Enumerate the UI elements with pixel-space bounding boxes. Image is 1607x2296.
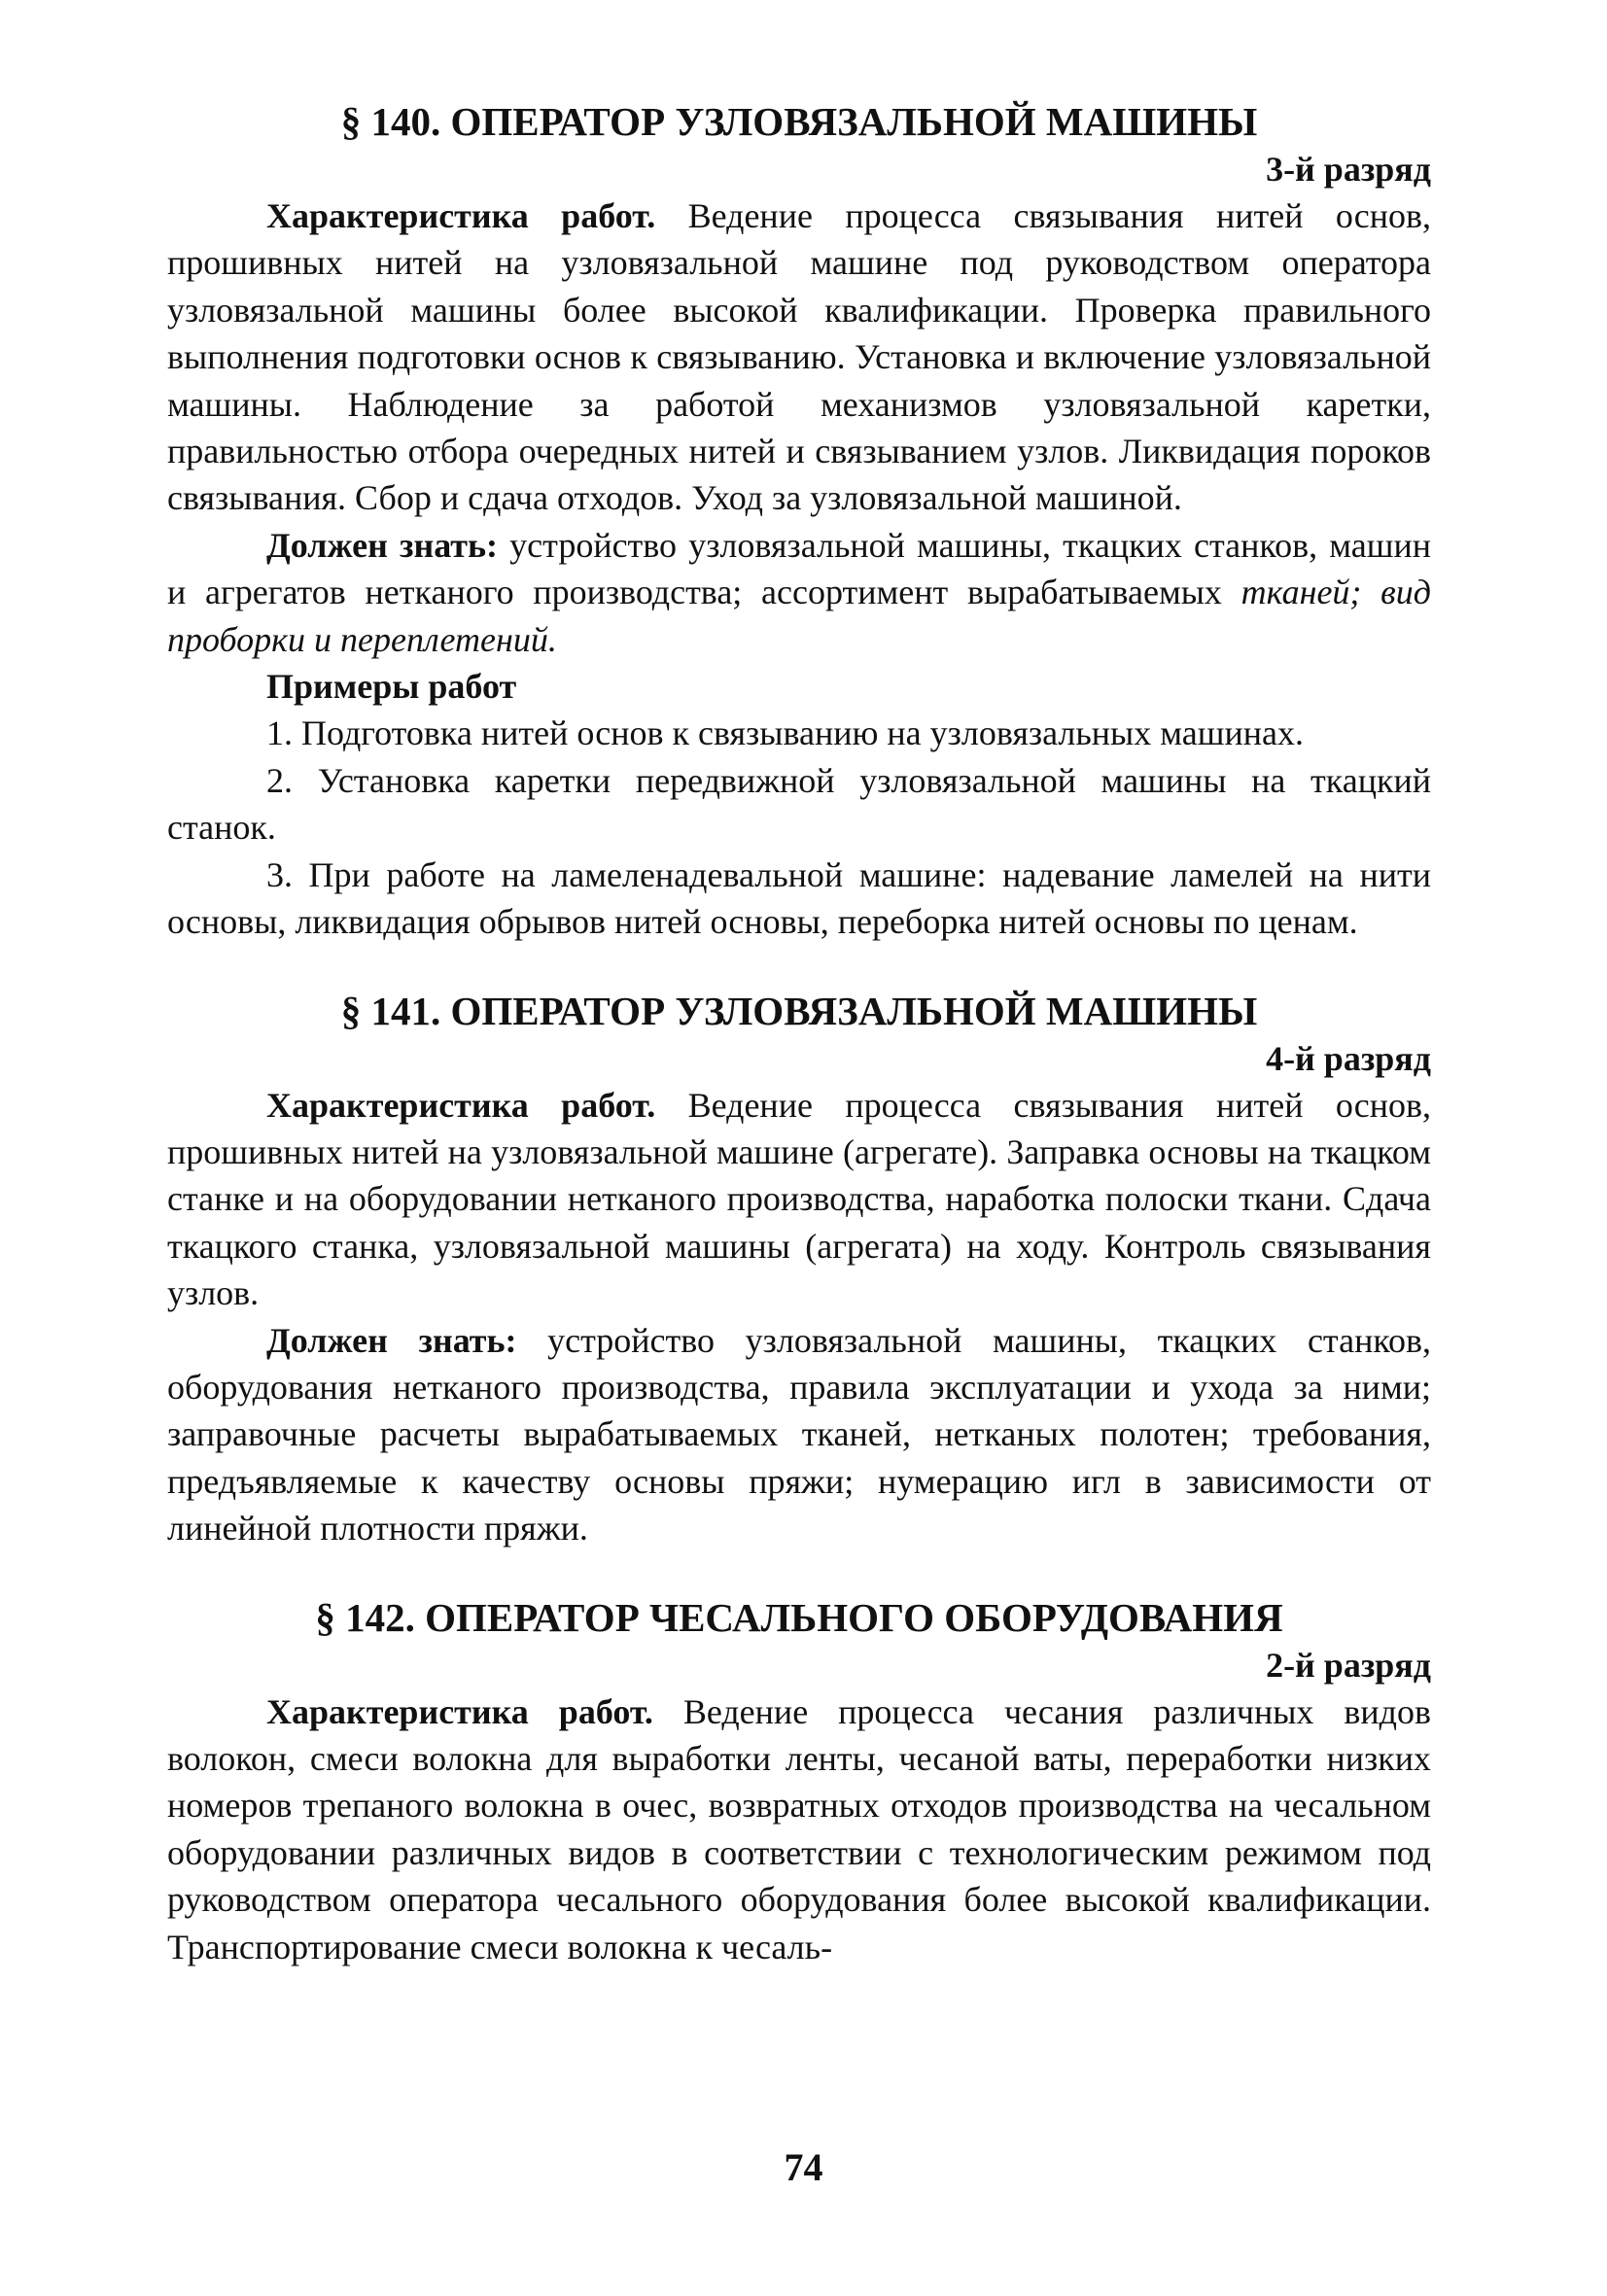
work-characteristics-text: Ведение процесса связывания нитей основ, прошивных нитей на узловязальной машине под руководством оператора узловязальной машины более высокой квалификации. Проверка правильного выполнения подготовки основ к связыванию. Установка и включение узловязальной машины. Наблюдение за работой механизмов узловязальной каретки, правильностью отбора очередных нитей и связыванием узлов. Ликвидация пороков связывания. Сбор и сдача отходов. Уход за узловязальной машиной. (167, 196, 1431, 518)
examples-title: Примеры работ (266, 667, 517, 707)
section-heading: § 140. ОПЕРАТОР УЗЛОВЯЗАЛЬНОЙ МАШИНЫ (340, 99, 1258, 144)
must-know-paragraph (167, 1317, 1431, 1552)
work-characteristics-label: Характеристика работ. (266, 1085, 656, 1125)
example-item: 1. Подготовка нитей основ к связыванию на узловязальных машинах. (266, 713, 1304, 753)
work-characteristics-text: Ведение процесса связывания нитей основ, прошивных нитей на узловязальной машине (агрегате). Заправка основы на ткацком станке и на оборудовании нетканого производства, наработка полоски ткани. Сдача ткацкого станка, узловязальной машины (агрегата) на ходу. Контроль связывания узлов. (167, 1085, 1431, 1313)
work-characteristics-label: Характеристика работ. (266, 196, 656, 235)
must-know-label: Должен знать: (266, 525, 498, 565)
section-heading: § 141. ОПЕРАТОР УЗЛОВЯЗАЛЬНОЙ МАШИНЫ (340, 988, 1258, 1033)
grade-label: 3-й разряд (1266, 150, 1431, 189)
page-number: 74 (784, 2145, 823, 2189)
example-item: 2. Установка каретки передвижной узловязальной машины на ткацкий станок. (167, 760, 1431, 848)
work-characteristics-paragraph (167, 1688, 1431, 1970)
work-characteristics-paragraph (167, 1082, 1431, 1317)
must-know-italic-text: тканей; вид проборки и переплетений. (167, 573, 1432, 659)
section-heading: § 142. ОПЕРАТОР ЧЕСАЛЬНОГО ОБОРУДОВАНИЯ (315, 1594, 1283, 1640)
work-characteristics-text: Ведение процесса чесания различных видов волокон, смеси волокна для выработки ленты, чесаной ваты, переработки низких номеров трепаного волокна в очес, возвратных отходов производства на чесальном оборудовании различных видов в соответствии с технологическим режимом под руководством оператора чесального оборудования более высокой квалификации. Транспортирование смеси волокна к чесаль- (167, 1691, 1431, 1966)
grade-label: 2-й разряд (1266, 1645, 1431, 1685)
work-characteristics-label: Характеристика работ. (266, 1691, 653, 1731)
must-know-text: устройство узловязальной машины, ткацких станков, оборудования нетканого производства, правила эксплуатации и ухода за ними; заправочные расчеты вырабатываемых тканей, нетканых полотен; требования, предъявляемые к качеству основы пряжи; нумерацию игл в зависимости от линейной плотности пряжи. (167, 1320, 1432, 1548)
document-page (167, 97, 1431, 1970)
grade-label: 4-й разряд (1266, 1038, 1431, 1078)
must-know-label: Должен знать: (266, 1320, 517, 1360)
work-characteristics-paragraph (167, 192, 1431, 522)
must-know-text: устройство узловязальной машины, ткацких станков, машин и агрегатов нетканого производства; ассортимент вырабатываемых (167, 525, 1432, 612)
section-142 (167, 1593, 1431, 1970)
must-know-paragraph (167, 522, 1431, 663)
section-140 (167, 97, 1431, 946)
section-141 (167, 987, 1431, 1552)
example-item: 3. При работе на ламеленадевальной машине: надевание ламелей на нити основы, ликвидация обрывов нитей основы, переборка нитей основы по ценам. (167, 854, 1431, 942)
